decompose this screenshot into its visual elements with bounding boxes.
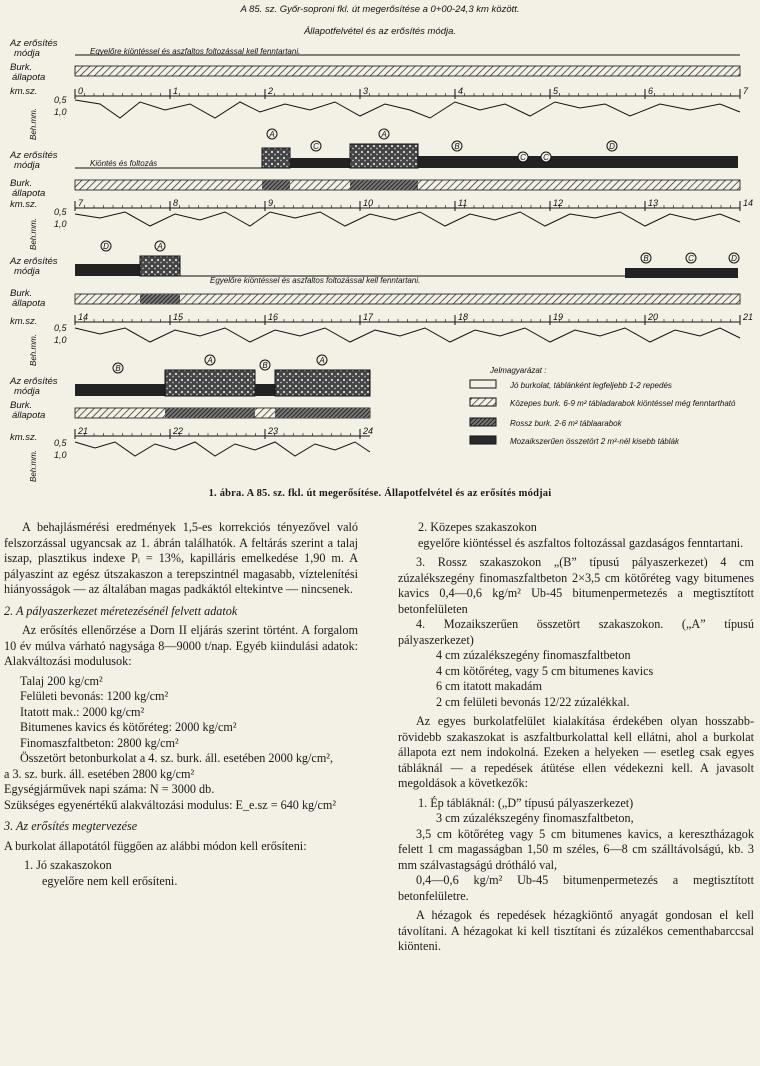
label-cond-1a: Burk.: [10, 62, 33, 73]
list-item-detail: 4 cm kötőréteg, vagy 5 cm bitumenes kavics: [436, 663, 654, 678]
type-marker-label: D: [103, 242, 109, 251]
type-marker-label: D: [609, 142, 615, 151]
km-label: 3: [363, 86, 369, 96]
km-label: 10: [363, 198, 374, 208]
modulus-line: Talaj 200 kg/cm²: [20, 673, 103, 688]
list-item-detail: 3,5 cm kötőréteg vagy 5 cm bitumenes kavics, a keresztházagok felett 1 cm magasságban 1,50 m széles, 6—8 cm szálltávolságú, kb. 3 mm szálvastagságú drótháló val,: [398, 826, 754, 872]
legend: [470, 366, 736, 446]
label-cond-3a: Burk.: [10, 288, 33, 299]
km-label: 19: [553, 312, 564, 322]
list-item-detail: 0,4—0,6 kg/m² Ub-45 bitumenpermetezés a megtisztított betonfelületre.: [398, 873, 754, 903]
list-item-detail: 2 cm felületi bevonás 12/22 zúzalékkal.: [436, 694, 630, 709]
type-marker-label: A: [319, 356, 325, 365]
label-reinf-4a: Az erősítés: [10, 376, 58, 387]
km-label: 20: [648, 312, 659, 322]
label-cond-3b: állapota: [12, 298, 46, 309]
band-2: [9, 129, 753, 250]
km-label: 4: [458, 86, 464, 96]
list-item-detail: egyelőre kiöntéssel és aszfaltos foltozással gazdaságos fenntartani.: [418, 535, 744, 550]
type-marker-label: C: [688, 254, 694, 263]
label-defl-3: Beh.mm.: [29, 333, 38, 366]
label-cond-4b: állapota: [12, 410, 46, 421]
label-km-2: km.sz.: [10, 199, 38, 210]
section-heading: 3. Az erősítés megtervezése: [4, 819, 138, 833]
km-label: 8: [173, 198, 179, 208]
text-column-left: [4, 520, 358, 889]
label-reinf-1b: módja: [14, 48, 40, 59]
label-km-4: km.sz.: [10, 432, 38, 443]
type-marker-label: A: [207, 356, 213, 365]
km-label: 6: [648, 86, 654, 96]
list-item: 2. Közepes szakaszokon: [418, 520, 537, 534]
modulus-line: Összetört betonburkolat a 4. sz. burk. áll. esetében 2000 kg/cm²,: [20, 751, 334, 765]
type-marker-label: D: [731, 254, 737, 263]
label-reinf-3a: Az erősítés: [10, 256, 58, 267]
type-marker-label: A: [381, 130, 387, 139]
modulus-line: Felületi bevonás: 1200 kg/cm²: [20, 689, 169, 703]
km-label: 12: [553, 198, 564, 208]
paragraph: A behajlásmérési eredmények 1,5-es korrekciós tényezővel való felszorzással ugyancsak az 1. ábrán találhatók. A feltárás szerint a talaj iszap, plasztikus indexe Pᵢ = 13%, kapilláris emelkedése 1,90 m. A pályaszint az egész útszakaszon a terepszintnél magasabb, víztelenítési hiányosságok — az általában magas padkáktól eltekintve — nincsenek.: [4, 520, 358, 596]
type-marker-label: A: [157, 242, 163, 251]
modulus-line: Bitumenes kavics és kötőréteg: 2000 kg/cm²: [20, 720, 237, 734]
list-item: 1. Ép tábláknál: („D” típusú pályaszerkezet): [418, 795, 634, 810]
km-label: 7: [743, 86, 749, 96]
list-item-detail: 6 cm itatott makadám: [436, 679, 542, 693]
label-defl-2: Beh.mm.: [29, 217, 38, 250]
label-defl-1: Beh.mm.: [29, 107, 38, 140]
label-cond-2b: állapota: [12, 188, 46, 199]
paragraph: Az egyes burkolatfelület kialakítása érdekében olyan hosszabb-rövidebb szakaszokat is aszfaltburkolattal kell ellátni, ahol a burkolat állapota ezt nem indokolná. Ezeken a helyeken — esetleg csak egyes tábláknál — a repedések átütése ellen védekezni kell. A javasolt megoldások a következők:: [398, 714, 754, 790]
band2-note: Kiöntés és foltozás: [90, 159, 158, 168]
list-item-detail: egyelőre nem kell erősíteni.: [42, 873, 178, 888]
km-label: 15: [173, 312, 184, 322]
km-label: 22: [173, 426, 184, 436]
label-km-3: km.sz.: [10, 316, 38, 327]
type-marker-label: B: [115, 364, 121, 373]
km-label: 1: [173, 86, 179, 96]
legend-title: Jelmagyarázat :: [490, 366, 547, 375]
defl-10-2: 1,0: [54, 219, 67, 229]
list-item: 3. Rossz szakaszokon „(B” típusú pályaszerkezet) 4 cm zúzalékszegény finomaszfaltbeton 2×3,5 cm kötőréteg vagy bitumenes kavics 0,4—0,6 kg/m² Ub-45 bitumenpermetezés a megtisztított betonfelületen: [398, 555, 754, 616]
legend-item-4: Mozaikszerűen összetört 2 m²-nél kisebb táblák: [510, 437, 679, 446]
list-item: 4. Mozaikszerűen összetört szakaszokon. („A” típusú pályaszerkezet): [398, 617, 754, 647]
label-reinf-2a: Az erősítés: [10, 150, 58, 161]
figure: [0, 0, 760, 500]
km-label: 24: [363, 426, 374, 436]
km-label: 21: [743, 312, 754, 322]
paragraph: A hézagok és repedések hézagkiöntő anyagát gondosan el kell távolítani. A hézagokat ki kell tisztítani és zúzalékos cementhabarccsal kiönteni.: [398, 908, 754, 953]
defl-05-4: 0,5: [54, 438, 67, 448]
defl-05-3: 0,5: [54, 323, 67, 333]
figure-subtitle: Állapotfelvétel és az erősítés módja.: [303, 26, 457, 37]
defl-05-1: 0,5: [54, 95, 67, 105]
list-item-detail: 3 cm zúzalékszegény finomaszfaltbeton,: [436, 811, 634, 825]
km-label: 17: [363, 312, 374, 322]
figure-title: A 85. sz. Győr-soproni fkl. út megerősítése a 0+00-24,3 km között.: [240, 4, 520, 15]
label-reinf-2b: módja: [14, 160, 40, 171]
band-4: [9, 355, 736, 482]
text-column-right: [398, 520, 754, 955]
km-label: 23: [268, 426, 279, 436]
legend-item-3: Rossz burk. 2-6 m² táblaarabok: [510, 419, 622, 428]
km-label: 13: [648, 198, 659, 208]
km-label: 11: [458, 198, 468, 208]
km-label: 7: [78, 198, 84, 208]
label-km-1: km.sz.: [10, 86, 38, 97]
label-cond-2a: Burk.: [10, 178, 33, 189]
defl-10-3: 1,0: [54, 335, 67, 345]
band-3: [9, 241, 753, 366]
legend-item-1: Jó burkolat, táblánként legfeljebb 1-2 repedés: [510, 381, 672, 390]
type-marker-label: C: [520, 153, 526, 162]
label-defl-4: Beh.mm.: [29, 449, 38, 482]
legend-swatch-good: [470, 380, 496, 388]
type-marker-label: A: [269, 130, 275, 139]
defl-05-2: 0,5: [54, 207, 67, 217]
label-cond-4a: Burk.: [10, 400, 33, 411]
type-marker-label: C: [543, 153, 549, 162]
km-label: 14: [743, 198, 754, 208]
modulus-line: Finomaszfaltbeton: 2800 kg/cm²: [20, 735, 179, 750]
modulus-line: Szükséges egyenértékű alakváltozási modulus: E_e.sz = 640 kg/cm²: [4, 797, 337, 812]
list-item-detail: 4 cm zúzalékszegény finomaszfaltbeton: [436, 648, 631, 662]
label-cond-1b: állapota: [12, 72, 46, 83]
paragraph: A burkolat állapotától függően az alábbi módon kell erősíteni:: [4, 838, 307, 853]
modulus-line: Egységjárművek napi száma: N = 3000 db.: [4, 782, 215, 796]
legend-item-2: Közepes burk. 6-9 m² tábladarabok kiöntéssel még fenntartható: [510, 399, 736, 408]
km-label: 14: [78, 312, 89, 322]
km-label: 0: [78, 86, 84, 96]
km-label: 16: [268, 312, 279, 322]
section-heading: 2. A pályaszerkezet méretezésénél felvett adatok: [4, 603, 238, 618]
label-reinf-1a: Az erősítés: [10, 38, 58, 49]
modulus-line: a 3. sz. burk. áll. esetében 2800 kg/cm²: [4, 766, 195, 781]
km-label: 2: [268, 86, 274, 96]
band1-note: Egyelőre kiöntéssel és aszfaltos foltozással kell fenntartani.: [90, 47, 301, 56]
km-label: 18: [458, 312, 469, 322]
type-marker-label: B: [454, 142, 460, 151]
defl-10-4: 1,0: [54, 450, 67, 460]
defl-10-1: 1,0: [54, 107, 67, 117]
band-1: [9, 38, 749, 140]
km-label: 21: [78, 426, 89, 436]
type-marker-label: B: [262, 361, 268, 370]
label-reinf-4b: módja: [14, 386, 40, 397]
band3-note: Egyelőre kiöntéssel és aszfaltos foltozással kell fenntartani.: [210, 276, 421, 285]
km-label: 5: [553, 86, 559, 96]
modulus-line: Itatott mak.: 2000 kg/cm²: [20, 704, 145, 719]
type-marker-label: C: [313, 142, 319, 151]
legend-swatch-mosaic: [470, 436, 496, 444]
label-reinf-3b: módja: [14, 266, 40, 277]
legend-swatch-medium: [470, 398, 496, 406]
type-marker-label: B: [643, 254, 649, 263]
legend-swatch-bad: [470, 418, 496, 426]
list-item: 1. Jó szakaszokon: [24, 858, 112, 872]
km-label: 9: [268, 198, 274, 208]
paragraph: Az erősítés ellenőrzése a Dorn II eljárás szerint történt. A forgalom 10 év múlva várható nagysága 8—9000 t/nap. Egyéb kiindulási adatok: Alakváltozási modulusok:: [4, 623, 358, 668]
figure-caption: 1. ábra. A 85. sz. fkl. út megerősítése. Állapotfelvétel és az erősítés módjai: [208, 488, 552, 499]
figure-drawing: [0, 0, 760, 490]
